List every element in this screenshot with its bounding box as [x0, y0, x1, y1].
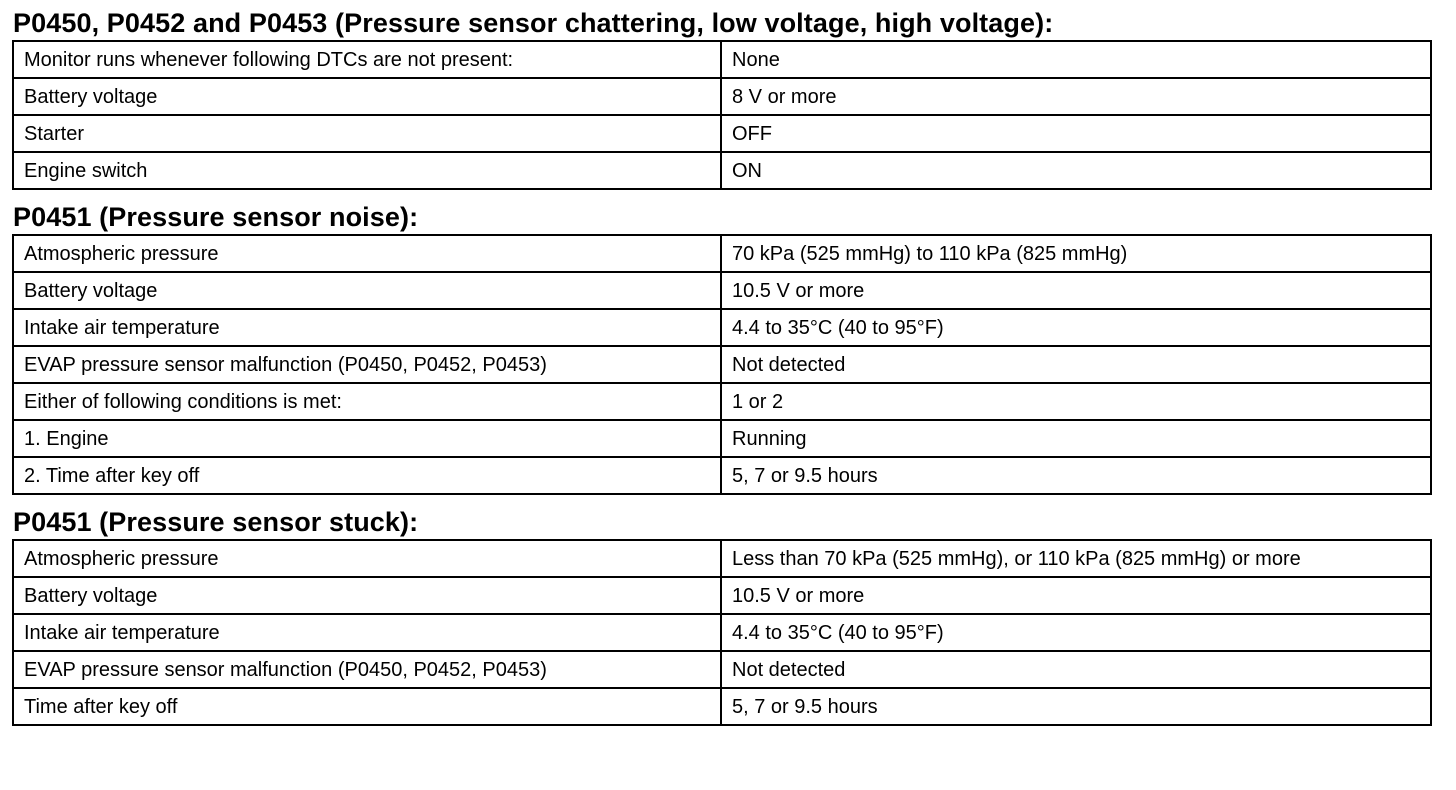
table-row [13, 420, 1431, 457]
value-cell: 4.4 to 35°C (40 to 95°F) [721, 309, 1431, 346]
section-title: P0450, P0452 and P0453 (Pressure sensor chattering, low voltage, high voltage): [13, 8, 1054, 38]
section-p0451-stuck [12, 505, 1430, 726]
value-cell: OFF [721, 115, 1431, 152]
table-row [13, 457, 1431, 494]
value-cell: 10.5 V or more [721, 577, 1431, 614]
condition-cell: 2. Time after key off [13, 457, 721, 494]
value-cell: 5, 7 or 9.5 hours [721, 688, 1431, 725]
conditions-table [12, 40, 1432, 190]
section-title: P0451 (Pressure sensor stuck): [13, 507, 419, 537]
condition-cell: Intake air temperature [13, 614, 721, 651]
condition-cell: EVAP pressure sensor malfunction (P0450, P0452, P0453) [13, 651, 721, 688]
document-page [12, 6, 1430, 726]
value-cell: Not detected [721, 346, 1431, 383]
table-row [13, 309, 1431, 346]
table-row [13, 272, 1431, 309]
condition-cell: Battery voltage [13, 577, 721, 614]
condition-cell: Battery voltage [13, 272, 721, 309]
conditions-table [12, 539, 1432, 726]
value-cell: 70 kPa (525 mmHg) to 110 kPa (825 mmHg) [721, 235, 1431, 272]
value-cell: 5, 7 or 9.5 hours [721, 457, 1431, 494]
table-row [13, 115, 1431, 152]
condition-cell: Engine switch [13, 152, 721, 189]
condition-cell: Atmospheric pressure [13, 540, 721, 577]
condition-cell: Battery voltage [13, 78, 721, 115]
value-cell: Not detected [721, 651, 1431, 688]
value-cell: 4.4 to 35°C (40 to 95°F) [721, 614, 1431, 651]
condition-cell: Starter [13, 115, 721, 152]
table-row [13, 651, 1431, 688]
value-cell: 10.5 V or more [721, 272, 1431, 309]
condition-cell: EVAP pressure sensor malfunction (P0450, P0452, P0453) [13, 346, 721, 383]
table-row [13, 383, 1431, 420]
condition-cell: Atmospheric pressure [13, 235, 721, 272]
table-row [13, 41, 1431, 78]
table-row [13, 688, 1431, 725]
condition-cell: Time after key off [13, 688, 721, 725]
table-row [13, 152, 1431, 189]
table-row [13, 235, 1431, 272]
condition-cell: Intake air temperature [13, 309, 721, 346]
value-cell: 8 V or more [721, 78, 1431, 115]
value-cell: None [721, 41, 1431, 78]
condition-cell: 1. Engine [13, 420, 721, 457]
section-p0450-p0452-p0453 [12, 6, 1430, 190]
table-row [13, 346, 1431, 383]
table-row [13, 614, 1431, 651]
value-cell: Less than 70 kPa (525 mmHg), or 110 kPa (825 mmHg) or more [721, 540, 1431, 577]
table-row [13, 540, 1431, 577]
table-row [13, 78, 1431, 115]
conditions-table [12, 234, 1432, 495]
value-cell: Running [721, 420, 1431, 457]
value-cell: ON [721, 152, 1431, 189]
condition-cell: Monitor runs whenever following DTCs are not present: [13, 41, 721, 78]
table-row [13, 577, 1431, 614]
section-title: P0451 (Pressure sensor noise): [13, 202, 419, 232]
condition-cell: Either of following conditions is met: [13, 383, 721, 420]
section-p0451-noise [12, 200, 1430, 495]
value-cell: 1 or 2 [721, 383, 1431, 420]
